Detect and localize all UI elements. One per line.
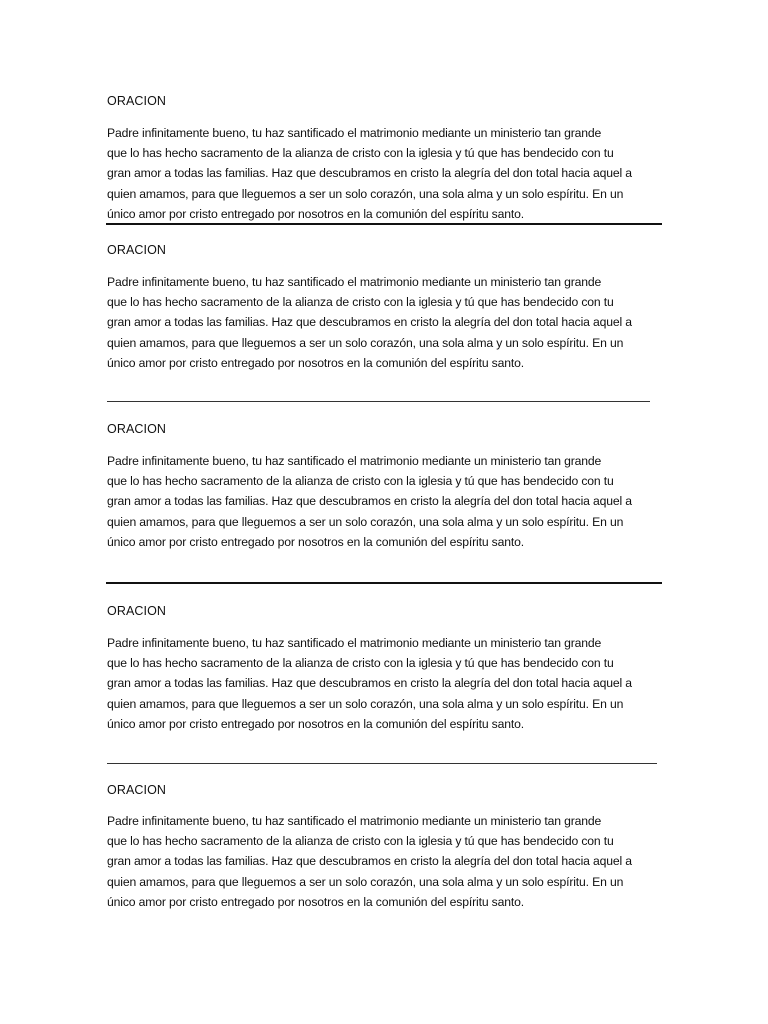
paragraph-line: que lo has hecho sacramento de la alianza de cristo con la iglesia y tú que has bendecido con tu: [107, 834, 614, 849]
paragraph-line: Padre infinitamente bueno, tu haz santificado el matrimonio mediante un ministerio tan grande: [107, 636, 602, 650]
paragraph-line: quien amamos, para que lleguemos a ser un solo corazón, una sola alma y un solo espíritu. En un: [107, 335, 624, 350]
section-divider: [107, 763, 657, 764]
paragraph-line: quien amamos, para que lleguemos a ser un solo corazón, una sola alma y un solo espíritu. En un: [107, 696, 624, 711]
paragraph-line: gran amor a todas las familias. Haz que descubramos en cristo la alegría del don total hacia aquel a: [107, 676, 632, 691]
section-heading: ORACION: [107, 422, 167, 436]
paragraph-line: que lo has hecho sacramento de la alianza de cristo con la iglesia y tú que has bendecido con tu: [107, 474, 614, 489]
section-divider: [106, 223, 662, 225]
section-divider: [107, 401, 650, 402]
paragraph-line: gran amor a todas las familias. Haz que descubramos en cristo la alegría del don total hacia aquel a: [107, 166, 632, 181]
paragraph-line: Padre infinitamente bueno, tu haz santificado el matrimonio mediante un ministerio tan grande: [107, 814, 602, 828]
section-paragraph: [107, 633, 667, 734]
paragraph-line: único amor por cristo entregado por nosotros en la comunión del espíritu santo.: [107, 894, 524, 909]
paragraph-line: Padre infinitamente bueno, tu haz santificado el matrimonio mediante un ministerio tan grande: [107, 126, 602, 140]
paragraph-line: Padre infinitamente bueno, tu haz santificado el matrimonio mediante un ministerio tan grande: [107, 275, 602, 289]
section-paragraph: [107, 123, 667, 224]
paragraph-line: que lo has hecho sacramento de la alianza de cristo con la iglesia y tú que has bendecido con tu: [107, 295, 614, 310]
paragraph-line: gran amor a todas las familias. Haz que descubramos en cristo la alegría del don total hacia aquel a: [107, 494, 632, 509]
paragraph-line: que lo has hecho sacramento de la alianza de cristo con la iglesia y tú que has bendecido con tu: [107, 146, 614, 161]
section-heading: ORACION: [107, 94, 167, 108]
section-heading: ORACION: [107, 783, 167, 797]
paragraph-line: único amor por cristo entregado por nosotros en la comunión del espíritu santo.: [107, 206, 524, 221]
paragraph-line: quien amamos, para que lleguemos a ser un solo corazón, una sola alma y un solo espíritu. En un: [107, 874, 624, 889]
section-heading: ORACION: [107, 604, 167, 618]
paragraph-line: gran amor a todas las familias. Haz que descubramos en cristo la alegría del don total hacia aquel a: [107, 315, 632, 330]
section-paragraph: [107, 811, 667, 912]
section-paragraph: [107, 272, 667, 373]
paragraph-line: que lo has hecho sacramento de la alianza de cristo con la iglesia y tú que has bendecido con tu: [107, 656, 614, 671]
section-divider: [106, 582, 662, 584]
paragraph-line: Padre infinitamente bueno, tu haz santificado el matrimonio mediante un ministerio tan grande: [107, 454, 602, 468]
paragraph-line: quien amamos, para que lleguemos a ser un solo corazón, una sola alma y un solo espíritu. En un: [107, 514, 624, 529]
section-heading: ORACION: [107, 243, 167, 257]
paragraph-line: único amor por cristo entregado por nosotros en la comunión del espíritu santo.: [107, 534, 524, 549]
paragraph-line: único amor por cristo entregado por nosotros en la comunión del espíritu santo.: [107, 716, 524, 731]
paragraph-line: único amor por cristo entregado por nosotros en la comunión del espíritu santo.: [107, 355, 524, 370]
section-paragraph: [107, 451, 667, 552]
paragraph-line: gran amor a todas las familias. Haz que descubramos en cristo la alegría del don total hacia aquel a: [107, 854, 632, 869]
paragraph-line: quien amamos, para que lleguemos a ser un solo corazón, una sola alma y un solo espíritu. En un: [107, 186, 624, 201]
